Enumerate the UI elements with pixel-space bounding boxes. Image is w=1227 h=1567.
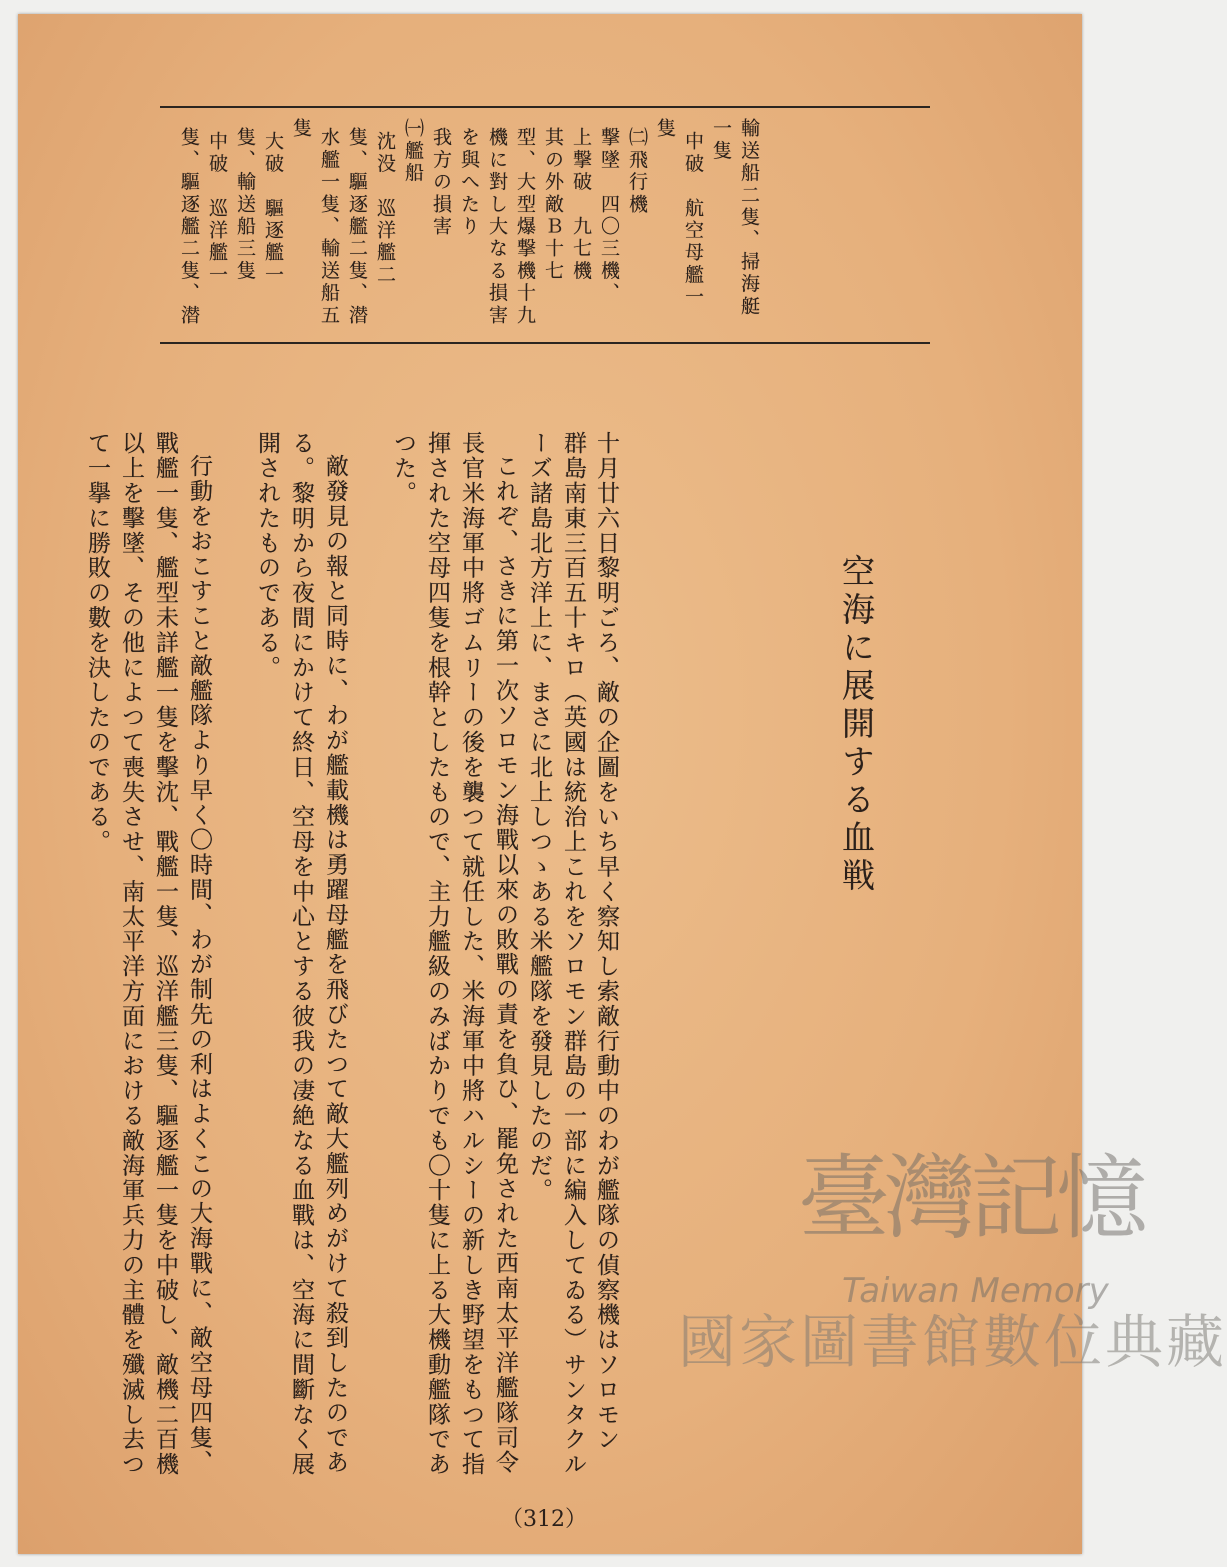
- body-column: 開されたものである。: [254, 431, 280, 680]
- body-column: 群島南東三百五十キロ（英國は統治上これをソロモン群島の一部に編入してゐる）サンタクル: [560, 431, 586, 1477]
- box-column: 隻: [654, 118, 676, 141]
- box-column: 隻: [290, 118, 312, 141]
- body-column: これぞ、さきに第一次ソロモン海戰以來の敗戰の責を負ひ、罷免された西南太平洋艦隊司令: [492, 454, 518, 1475]
- body-column: 敵發見の報と同時に、わが艦載機は勇躍母艦を飛びたつて敵大艦列めがけて殺到したのであ: [322, 454, 348, 1475]
- box-column: ㈡飛行機: [626, 127, 648, 216]
- box-column: 機に對し大なる損害: [486, 127, 508, 327]
- box-column: 中破 巡洋艦一: [206, 131, 228, 287]
- page-title: 空海に展開する血戦: [837, 554, 876, 896]
- box-column: 大破 驅逐艦一: [262, 131, 284, 287]
- box-column: 中破 航空母艦一: [682, 131, 704, 309]
- box-column: 其の外敵Ｂ十七: [542, 127, 564, 283]
- watermark-logo-kanji: 臺灣記憶: [798, 1145, 1143, 1252]
- body-column: る。黎明から夜間にかけて終日、空母を中心とする彼我の凄絶なる血戰は、空海に間斷なく展: [288, 431, 314, 1477]
- page-number: （312）: [501, 1507, 587, 1532]
- body-column: 以上を擊墜、その他によつて喪失させ、南太平洋方面における敵海軍兵力の主體を殲滅し去つ: [118, 431, 144, 1477]
- body-column: て一擧に勝敗の數を決したのである。: [84, 431, 110, 855]
- watermark: [678, 1144, 1227, 1449]
- box-column: 上撃破 九七機: [570, 127, 592, 283]
- box-column: 型、大型爆撃機十九: [514, 127, 536, 327]
- box-column: 隻、驅逐艦二隻、潜: [346, 127, 368, 327]
- box-column: 一隻: [710, 118, 732, 163]
- box-bottom-rule: [160, 342, 930, 344]
- body-column: 揮された空母四隻を根幹としたもので、主力艦級のみばかりでも〇十隻に上る大機動艦隊であ: [424, 431, 450, 1477]
- watermark-logo-english: Taiwan Memory: [842, 1271, 1109, 1311]
- body-column: 戰艦一隻、艦型未詳艦一隻を擊沈、戰艦一隻、巡洋艦三隻、驅逐艦一隻を中破し、敵機二百機: [152, 431, 178, 1477]
- box-column: ㈠艦船: [402, 118, 424, 185]
- box-column: 隻、驅逐艦二隻、潜: [178, 127, 200, 327]
- body-column: 長官米海軍中將ゴムリーの後を襲つて就任した、米海軍中將ハルシーの新しき野望をもつて指: [458, 431, 484, 1477]
- box-column: 我方の損害: [430, 127, 452, 238]
- watermark-organization: 國家圖書館數位典藏: [678, 1308, 1227, 1376]
- document-page: [18, 14, 1227, 1554]
- box-column: 輸送船二隻、掃海艇: [738, 118, 760, 318]
- box-column: を與へたり: [458, 127, 480, 238]
- box-column: 水艦一隻、輸送船五: [318, 127, 340, 327]
- box-column: 沈没 巡洋艦二: [374, 131, 396, 287]
- body-column: つた。: [390, 431, 416, 506]
- box-column: 撃墜 四〇三機、: [598, 127, 620, 305]
- box-column: 隻、輸送船三隻: [234, 127, 256, 283]
- body-column: 十月廿六日黎明ごろ、敵の企圖をいち早く察知し索敵行動中のわが艦隊の偵察機はソロモン: [593, 431, 619, 1452]
- body-column: ーズ諸島北方洋上に、まさに北上しつゝある米艦隊を發見したのだ。: [526, 431, 552, 1203]
- body-column: 行動をおこすこと敵艦隊より早く〇時間、わが制先の利はよくこの大海戰に、敵空母四隻、: [186, 454, 212, 1475]
- box-top-rule: [160, 106, 930, 108]
